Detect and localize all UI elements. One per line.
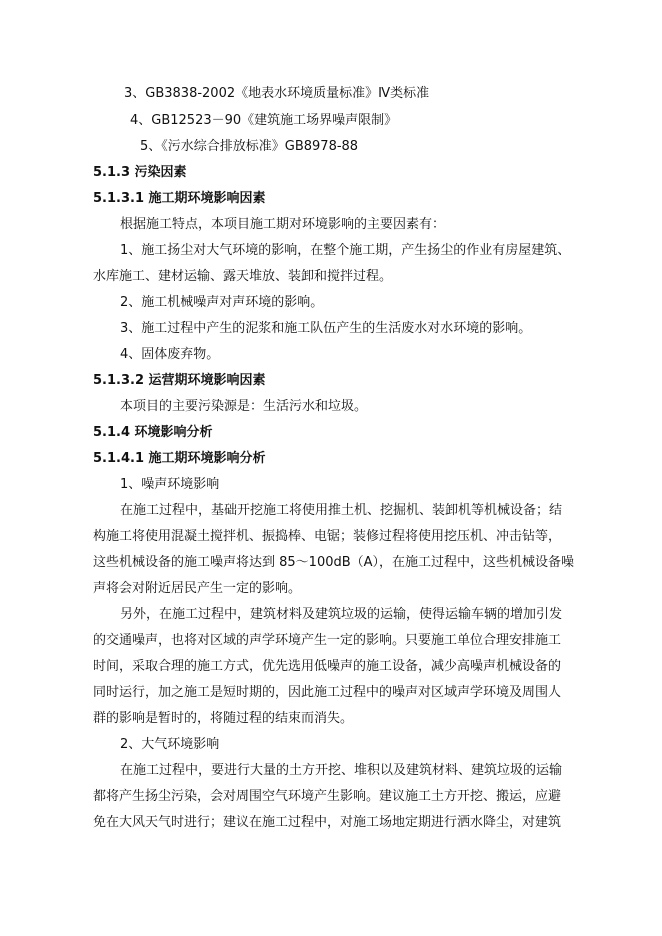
- air-p1-line-2: 都将产生扬尘污染，会对周围空气环境产生影响。建议施工土方开挖、搬运，应避: [93, 789, 562, 804]
- pollution-source-text: 本项目的主要污染源是：生活污水和垃圾。: [120, 399, 368, 414]
- noise-p1-line-3: 这些机械设备的施工噪声将达到 85～100dB（A），在施工过程中，这些机械设备噪: [93, 555, 575, 570]
- air-p1-line-1: 在施工过程中，要进行大量的土方开挖、堆积以及建筑材料、建筑垃圾的运输: [120, 763, 563, 778]
- noise-p1-line-4: 声将会对附近居民产生一定的影响。: [93, 581, 302, 596]
- heading-5-1-4: 5.1.4 环境影响分析: [93, 425, 213, 440]
- heading-5-1-3-1: 5.1.3.1 施工期环境影响因素: [93, 191, 266, 206]
- factor-1-line-2: 水库施工、建材运输、露天堆放、装卸和搅拌过程。: [93, 269, 393, 284]
- noise-p2-line-2: 的交通噪声，也将对区域的声学环境产生一定的影响。只要施工单位合理安排施工: [93, 633, 562, 648]
- subheading-noise: 1、噪声环境影响: [120, 477, 220, 492]
- heading-5-1-4-1: 5.1.4.1 施工期环境影响分析: [93, 451, 266, 466]
- standard-item-5: 5、《污水综合排放标准》GB8978-88: [140, 139, 359, 154]
- noise-p1-line-1: 在施工过程中，基础开挖施工将使用推土机、挖掘机、装卸机等机械设备；结: [120, 503, 563, 518]
- heading-5-1-3: 5.1.3 污染因素: [93, 165, 187, 180]
- factor-4: 4、固体废弃物。: [120, 347, 220, 362]
- noise-p2-line-5: 群的影响是暂时的，将随过程的结束而消失。: [93, 711, 354, 726]
- noise-p2-line-4: 同时运行，加之施工是短时期的，因此施工过程中的噪声对区域声学环境及周围人: [93, 685, 562, 700]
- factor-2: 2、施工机械噪声对声环境的影响。: [120, 295, 324, 310]
- factor-3: 3、施工过程中产生的泥浆和施工队伍产生的生活废水对水环境的影响。: [120, 321, 532, 336]
- intro-paragraph: 根据施工特点，本项目施工期对环境影响的主要因素有：: [120, 217, 446, 232]
- noise-p2-line-1: 另外，在施工过程中，建筑材料及建筑垃圾的运输，使得运输车辆的增加引发: [120, 607, 563, 622]
- factor-1-line-1: 1、施工扬尘对大气环境的影响，在整个施工期，产生扬尘的作业有房屋建筑、: [120, 243, 571, 258]
- noise-p1-line-2: 构施工将使用混凝土搅拌机、振捣棒、电锯；装修过程将使用挖压机、冲击钻等，: [93, 529, 562, 544]
- standard-item-3: 3、GB3838-2002《地表水环境质量标准》Ⅳ类标准: [124, 86, 430, 101]
- heading-5-1-3-2: 5.1.3.2 运营期环境影响因素: [93, 373, 266, 388]
- noise-p2-line-3: 时间，采取合理的施工方式，优先选用低噪声的施工设备，减少高噪声机械设备的: [93, 659, 562, 674]
- standard-item-4: 4、GB12523－90《建筑施工场界噪声限制》: [130, 113, 398, 128]
- air-p1-line-3: 免在大风天气时进行；建议在施工过程中，对施工场地定期进行洒水降尘，对建筑: [93, 815, 562, 830]
- subheading-air: 2、大气环境影响: [120, 737, 220, 752]
